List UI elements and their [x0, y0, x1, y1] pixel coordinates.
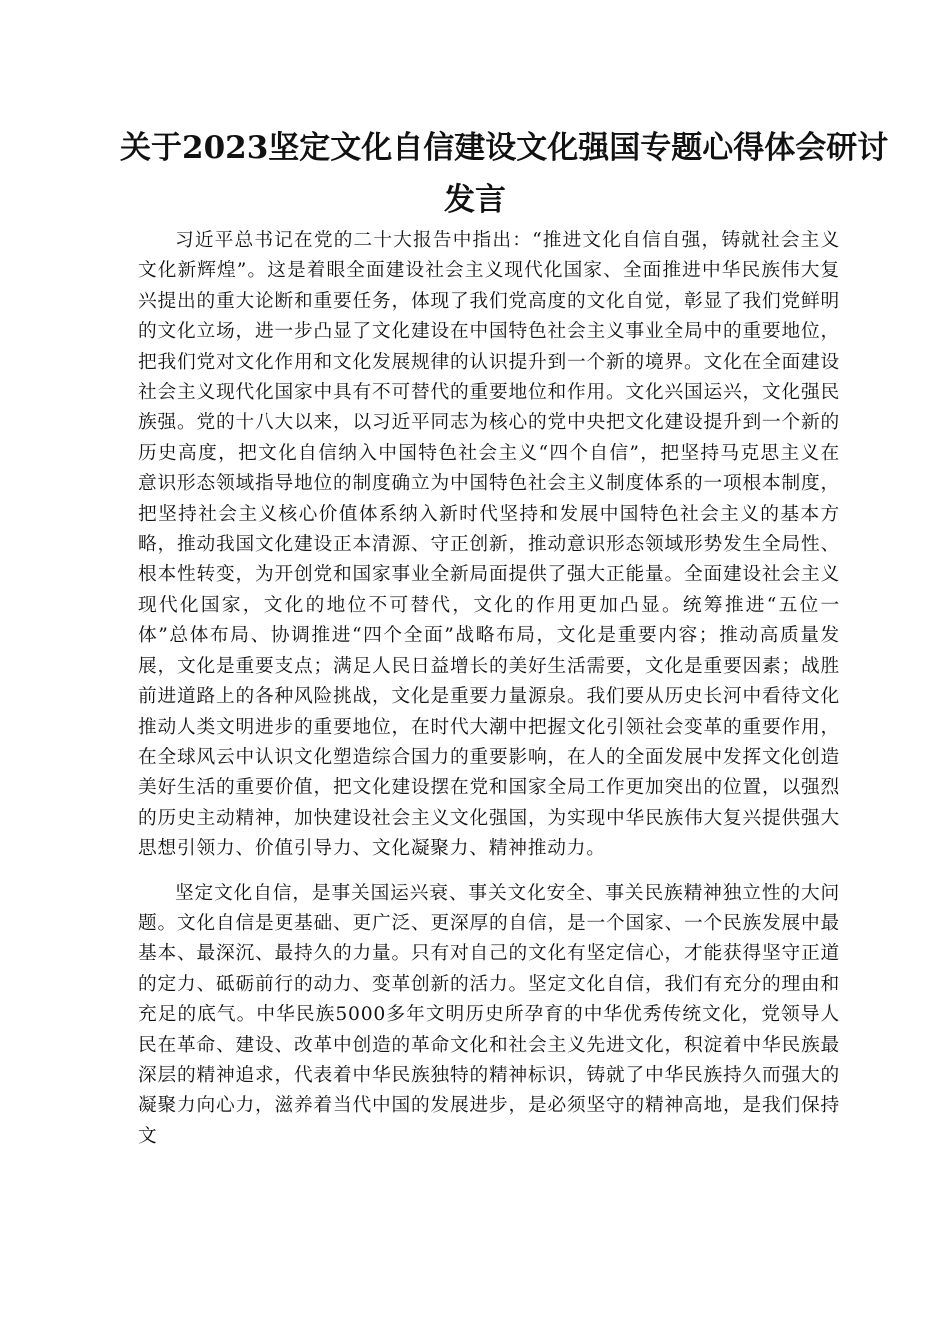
- title-line-1: 关于2023坚定文化自信建设文化强国专题心得体会研讨: [120, 130, 889, 166]
- title-line-2: 发言: [444, 182, 506, 218]
- paragraph-2: 坚定文化自信，是事关国运兴衰、事关文化安全、事关民族精神独立性的大问题。文化自信是更基础、更广泛、更深厚的自信，是一个国家、一个民族发展中最基本、最深沉、最持久的力量。只有对自己的文化有坚定信心，才能获得坚守正道的定力、砥砺前行的动力、变革创新的活力。坚定文化自信，我们有充分的理由和充足的底气。中华民族5000多年文明历史所孕育的中华优秀传统文化，党领导人民在革命、建设、改革中创造的革命文化和社会主义先进文化，积淀着中华民族最深层的精神追求，代表着中华民族独特的精神标识，铸就了中华民族持久而强大的凝聚力向心力，滋养着当代中国的发展进步，是必须坚守的精神高地，是我们保持文: [138, 882, 840, 1147]
- document-title: [120, 122, 889, 226]
- paragraph-1: 习近平总书记在党的二十大报告中指出：“推进文化自信自强，铸就社会主义文化新辉煌”。这是着眼全面建设社会主义现代化国家、全面推进中华民族伟大复兴提出的重大论断和重要任务，体现了我们党高度的文化自觉，彰显了我们党鲜明的文化立场，进一步凸显了文化建设在中国特色社会主义事业全局中的重要地位，把我们党对文化作用和文化发展规律的认识提升到一个新的境界。文化在全面建设社会主义现代化国家中具有不可替代的重要地位和作用。文化兴国运兴，文化强民族强。党的十八大以来，以习近平同志为核心的党中央把文化建设提升到一个新的历史高度，把文化自信纳入中国特色社会主义“四个自信”，把坚持马克思主义在意识形态领域指导地位的制度确立为中国特色社会主义制度体系的一项根本制度，把坚持社会主义核心价值体系纳入新时代坚持和发展中国特色社会主义的基本方略，推动我国文化建设正本清源、守正创新，推动意识形态领域形势发生全局性、根本性转变，为开创党和国家事业全新局面提供了强大正能量。全面建设社会主义现代化国家，文化的地位不可替代，文化的作用更加凸显。统筹推进“五位一体”总体布局、协调推进“四个全面”战略布局，文化是重要内容；推动高质量发展，文化是重要支点；满足人民日益增长的美好生活需要，文化是重要因素；战胜前进道路上的各种风险挑战，文化是重要力量源泉。我们要从历史长河中看待文化推动人类文明进步的重要地位，在时代大潮中把握文化引领社会变革的重要作用，在全球风云中认识文化塑造综合国力的重要影响，在人的全面发展中发挥文化创造美好生活的重要价值，把文化建设摆在党和国家全局工作更加突出的位置，以强烈的历史主动精神，加快建设社会主义文化强国，为实现中华民族伟大复兴提供强大思想引领力、价值引导力、文化凝聚力、精神推动力。: [138, 230, 840, 860]
- document-body: [138, 226, 840, 1152]
